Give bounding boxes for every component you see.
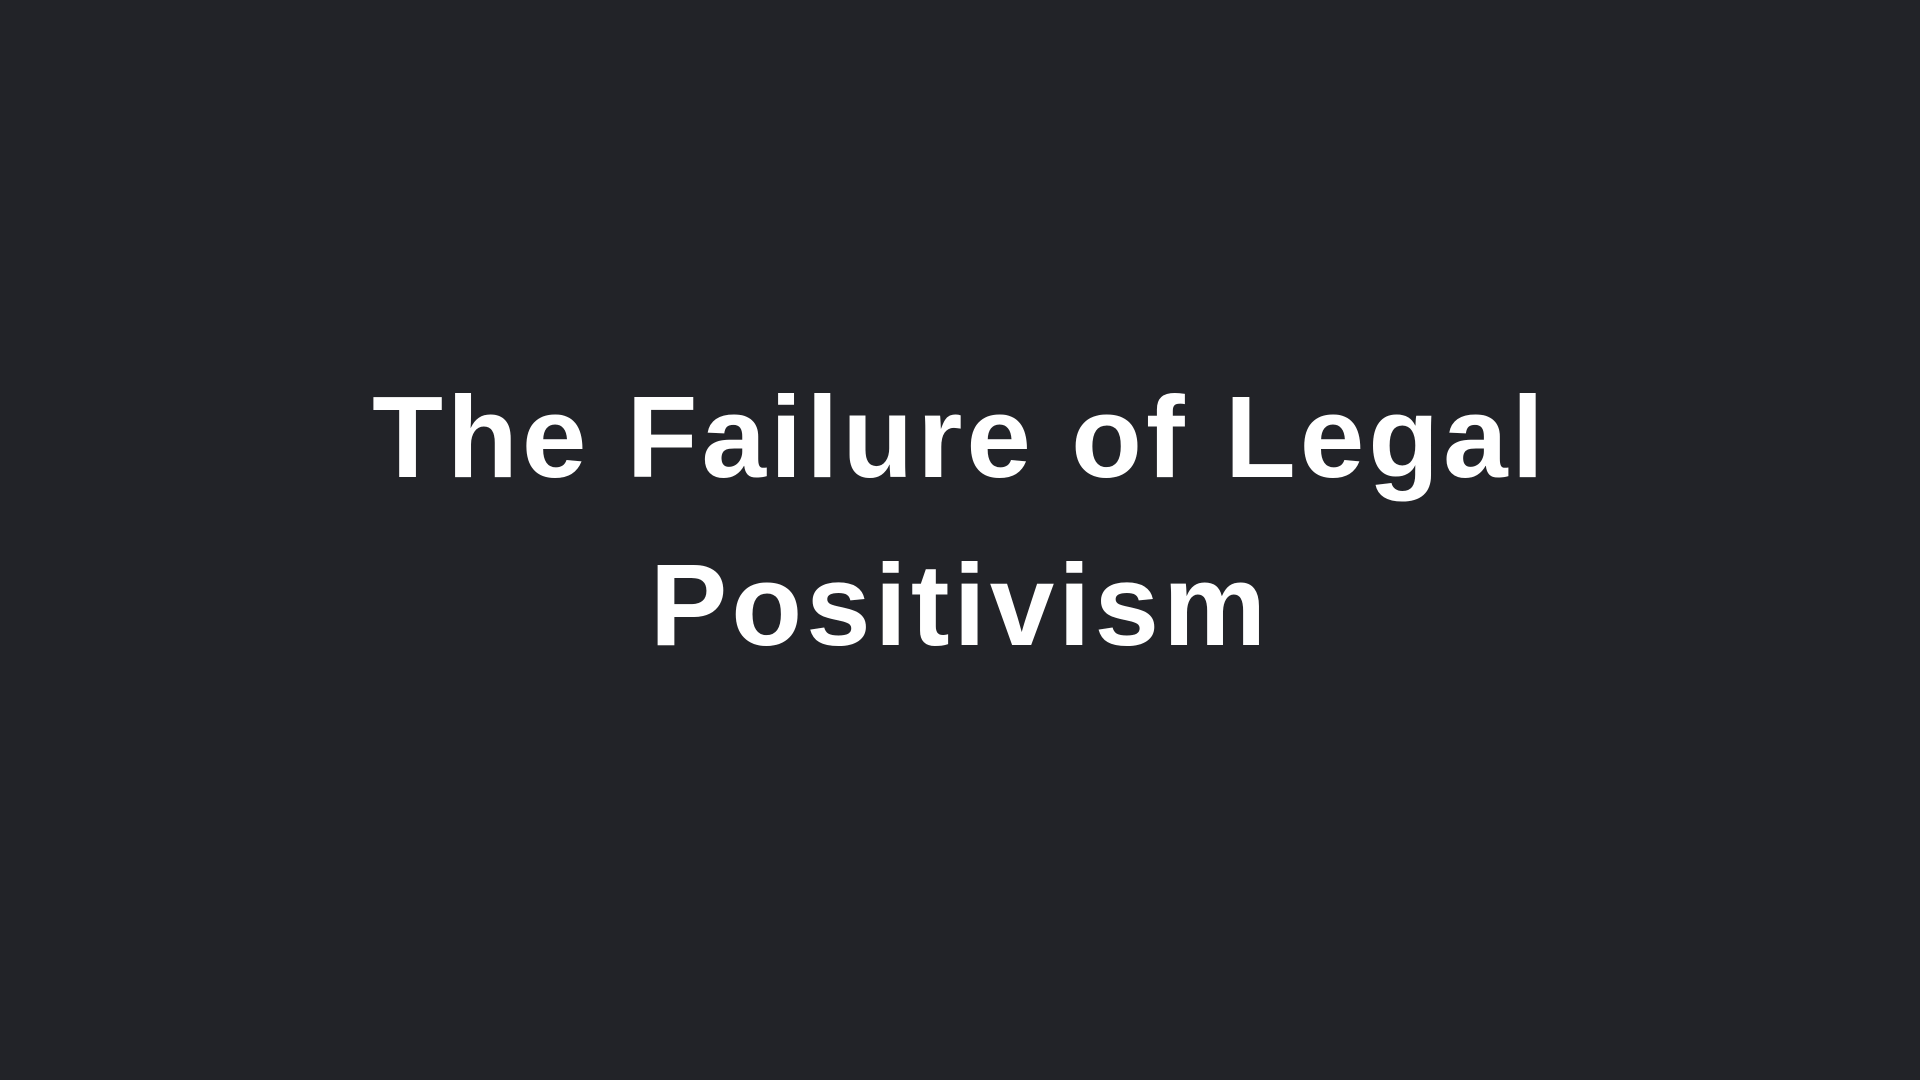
slide-title: The Failure of Legal Positivism	[372, 372, 1548, 670]
